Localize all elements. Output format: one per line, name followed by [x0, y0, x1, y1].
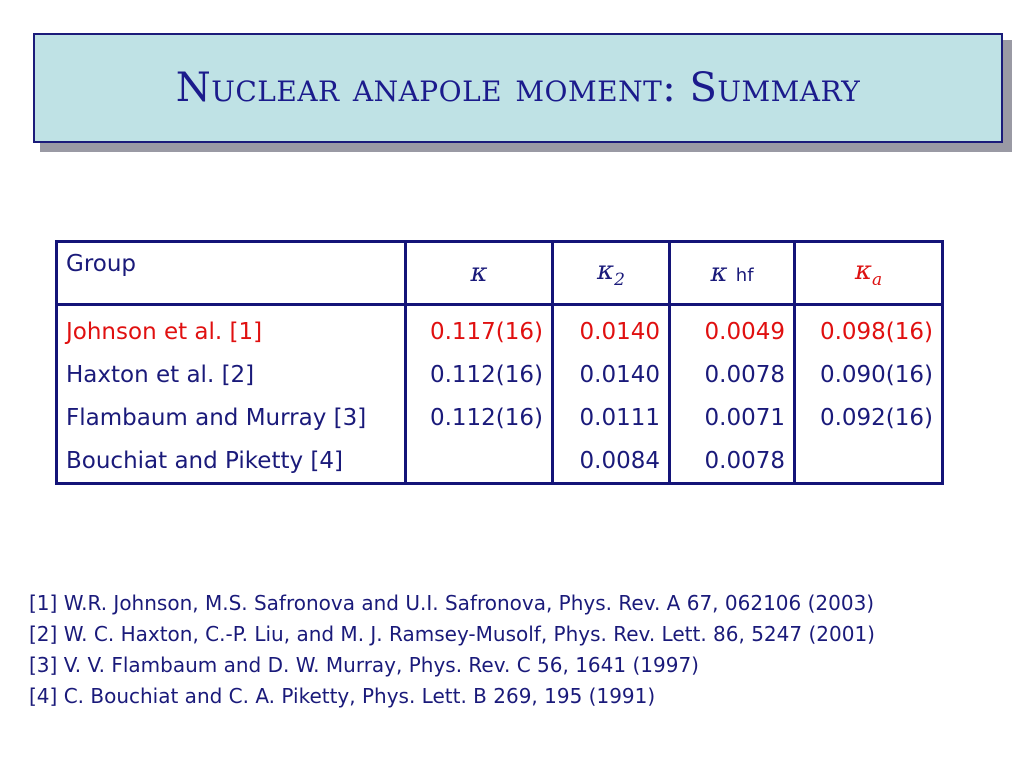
header-kappa: [406, 242, 553, 305]
reference-item: [1] W.R. Johnson, M.S. Safronova and U.I. Safronova, Phys. Rev. A 67, 062106 (2003): [29, 591, 875, 615]
results-table: [55, 240, 944, 485]
cell-kappa-a: 0.098(16): [795, 305, 943, 354]
header-kappa-a: [795, 242, 943, 305]
header-kappa2-symbol: κ: [597, 255, 615, 286]
cell-kappa2: 0.0084: [553, 439, 670, 484]
header-kappa-hf-symbol: κ: [710, 258, 728, 288]
cell-group: Bouchiat and Piketty [4]: [57, 439, 406, 484]
cell-kappa-hf: 0.0078: [670, 353, 795, 396]
header-kappa-a-subscript: a: [871, 270, 883, 291]
header-kappa-hf: [670, 242, 795, 305]
reference-item: [2] W. C. Haxton, C.-P. Liu, and M. J. Ramsey-Musolf, Phys. Rev. Lett. 86, 5247 (2001): [29, 622, 875, 646]
header-group: Group: [57, 242, 406, 305]
cell-kappa-a: 0.090(16): [795, 353, 943, 396]
cell-kappa2: 0.0140: [553, 353, 670, 396]
cell-kappa-hf: 0.0071: [670, 396, 795, 439]
slide-title: Nuclear anapole moment: Summary: [175, 65, 861, 111]
cell-kappa: 0.112(16): [406, 353, 553, 396]
cell-kappa-a: [795, 439, 943, 484]
cell-kappa: [406, 439, 553, 484]
cell-group: Haxton et al. [2]: [57, 353, 406, 396]
cell-kappa-hf: 0.0049: [670, 305, 795, 354]
cell-group: Flambaum and Murray [3]: [57, 396, 406, 439]
references-list: [29, 588, 875, 712]
cell-group: Johnson et al. [1]: [57, 305, 406, 354]
header-kappa-hf-subscript: hf: [735, 265, 754, 286]
header-kappa2-subscript: 2: [614, 270, 625, 291]
header-kappa-a-symbol: κ: [854, 255, 872, 286]
reference-item: [4] C. Bouchiat and C. A. Piketty, Phys. Lett. B 269, 195 (1991): [29, 684, 656, 708]
table-row: [57, 396, 943, 439]
cell-kappa2: 0.0140: [553, 305, 670, 354]
reference-item: [3] V. V. Flambaum and D. W. Murray, Phys. Rev. C 56, 1641 (1997): [29, 653, 699, 677]
title-box: [33, 33, 1003, 143]
cell-kappa-a: 0.092(16): [795, 396, 943, 439]
cell-kappa2: 0.0111: [553, 396, 670, 439]
header-kappa-symbol: κ: [470, 258, 488, 288]
cell-kappa: 0.112(16): [406, 396, 553, 439]
table-row: [57, 439, 943, 484]
header-kappa2: [553, 242, 670, 305]
table-header-row: [57, 242, 943, 305]
table-row: [57, 353, 943, 396]
table-row: [57, 305, 943, 354]
cell-kappa-hf: 0.0078: [670, 439, 795, 484]
cell-kappa: 0.117(16): [406, 305, 553, 354]
